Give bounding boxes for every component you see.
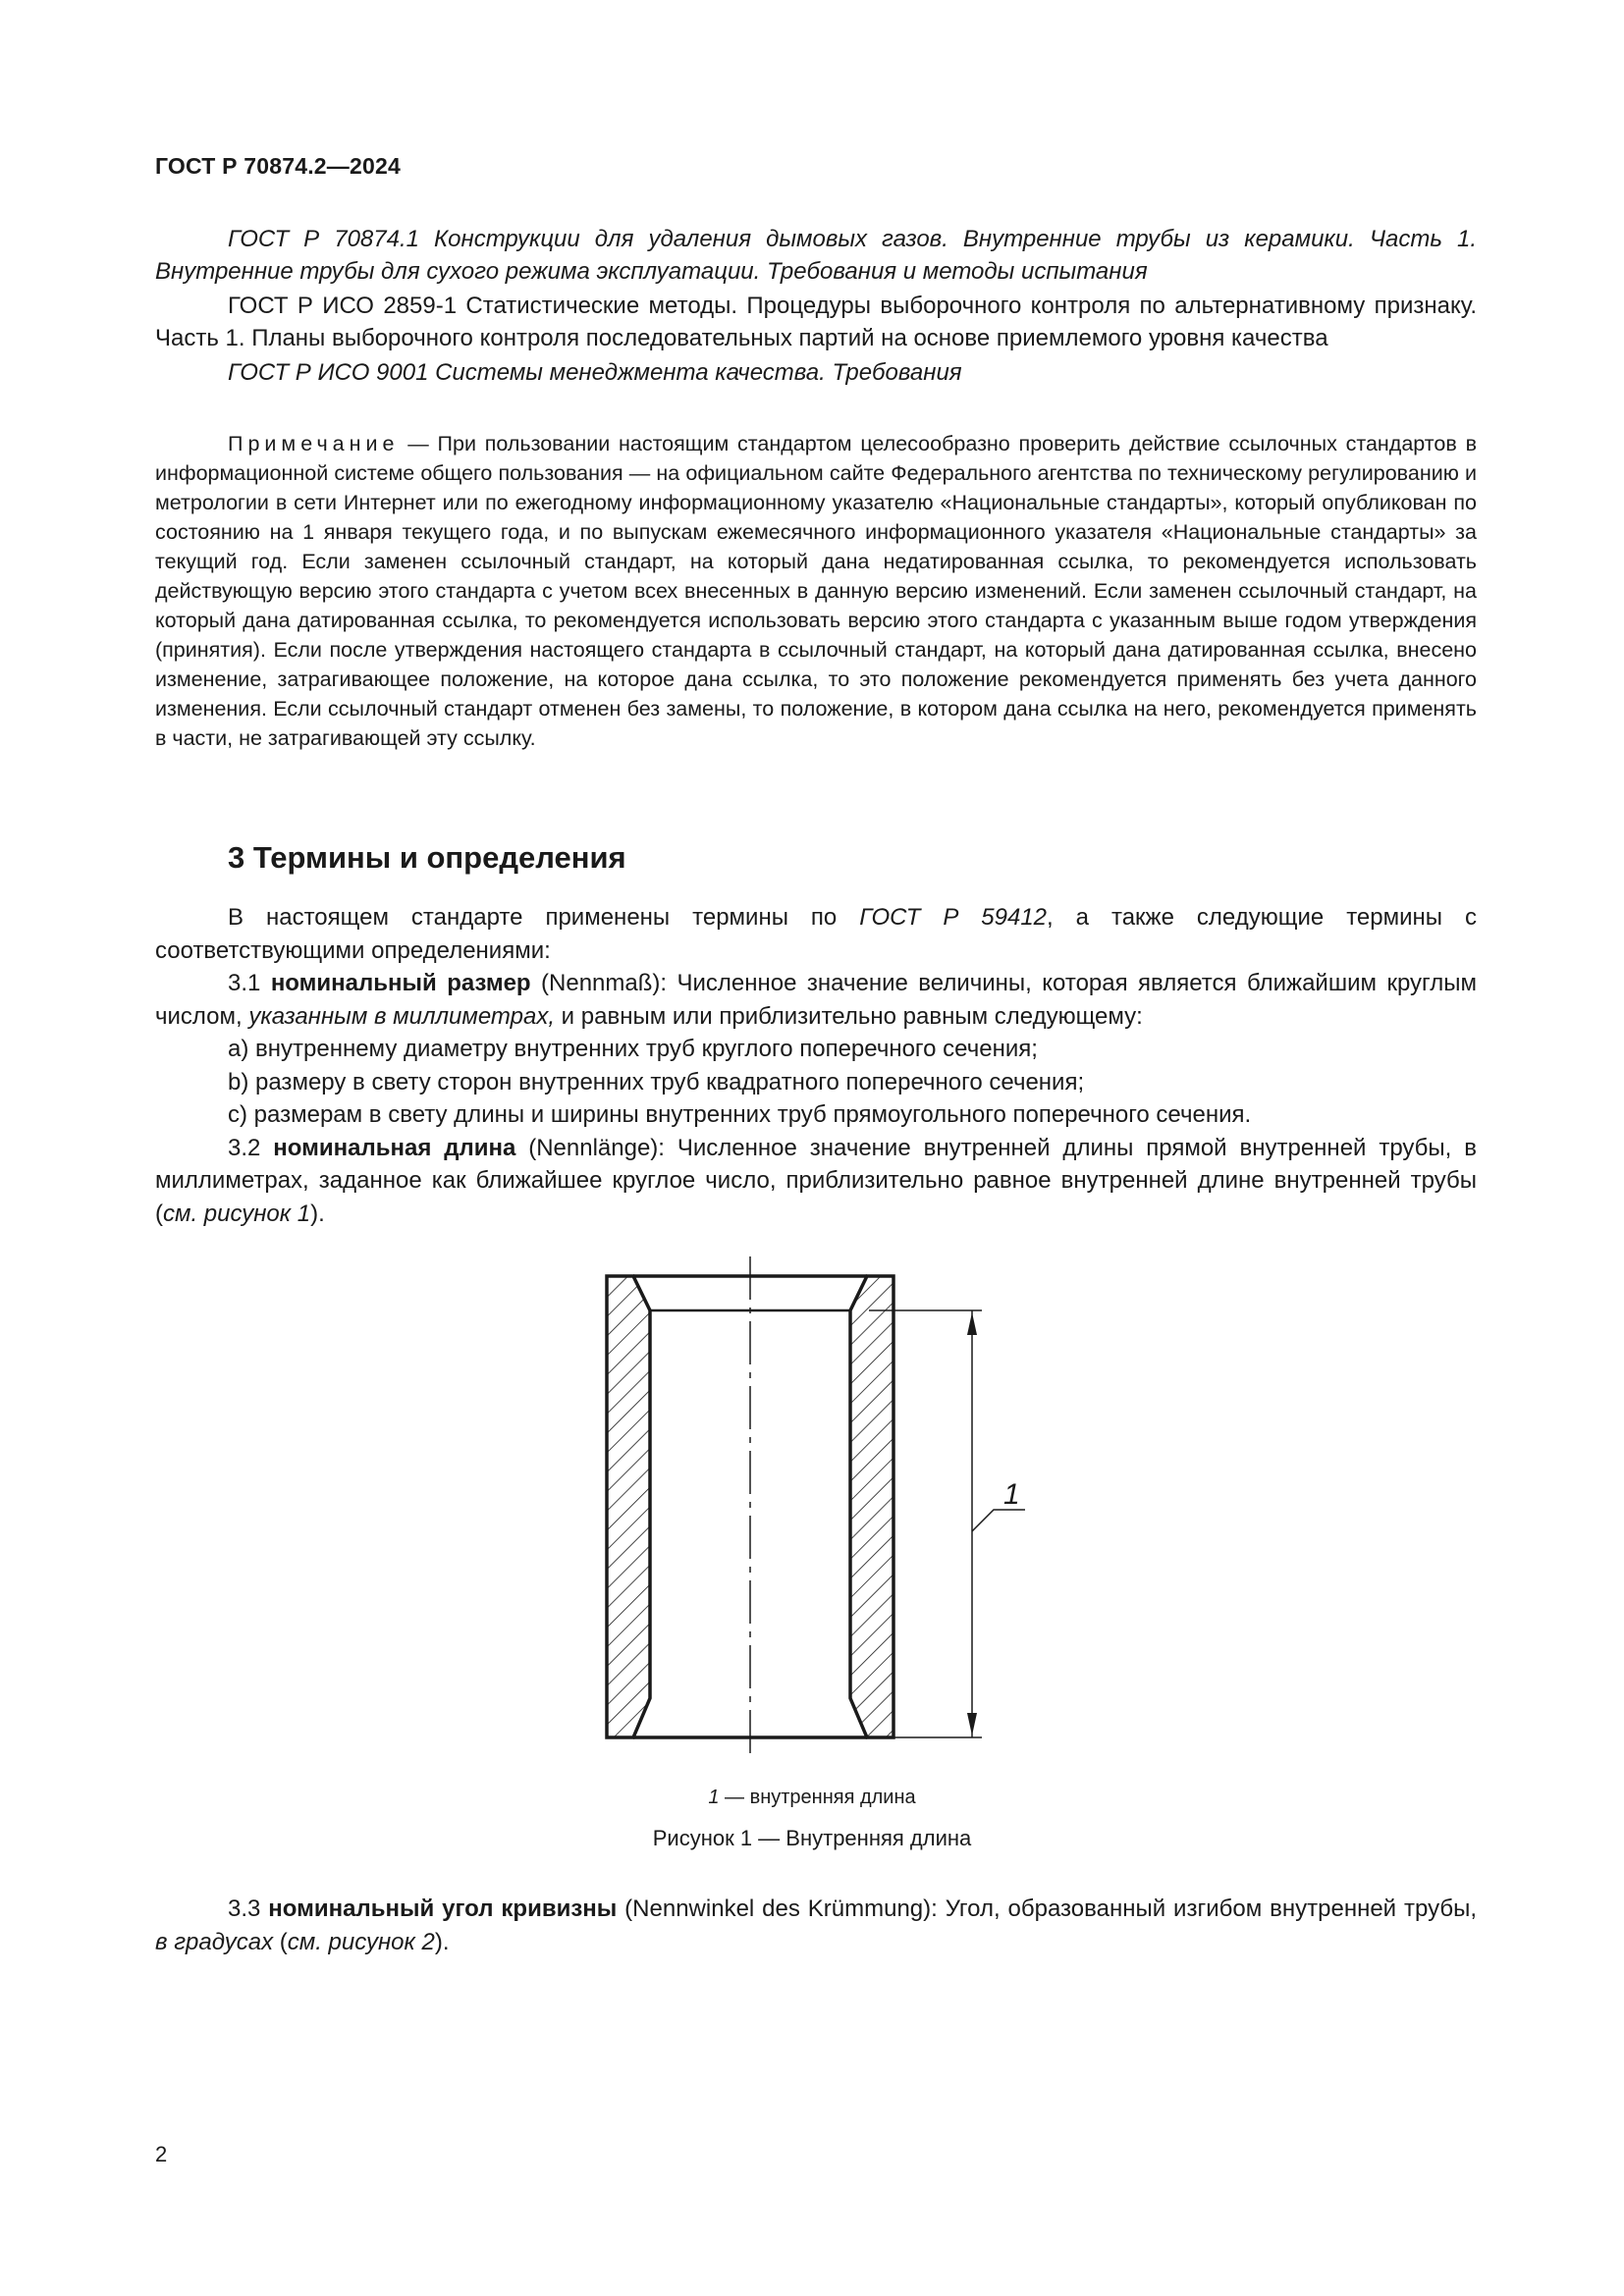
pipe-wall-right	[850, 1276, 893, 1737]
section-body	[155, 901, 1477, 1230]
list-item: c) размерам в свету длины и ширины внутренних труб прямоугольного поперечного сечения.	[228, 1101, 1252, 1128]
section-intro: В настоящем стандарте применены термины по ГОСТ Р 59412, а также следующие термины с соответствующими определениями:	[155, 904, 1477, 964]
figure-legend: 1 — внутренняя длина	[708, 1787, 916, 1808]
reference-item: ГОСТ Р 70874.1 Конструкции для удаления дымовых газов. Внутренние трубы из керамики. Часть 1. Внутренние трубы для сухого режима эксплуатации. Требования и методы испытания	[155, 226, 1477, 285]
page-number: 2	[155, 2142, 168, 2166]
reference-item: ГОСТ Р ИСО 9001 Системы менеджмента качества. Требования	[228, 359, 962, 386]
term-3-3: 3.3 номинальный угол кривизны (Nennwinkel des Krümmung): Угол, образованный изгибом внутренней трубы, в градусах (см. рисунок 2).	[155, 1896, 1478, 1955]
section-body-continued	[155, 1893, 1477, 1958]
figure-1-pipe-drawing	[550, 1256, 1080, 1767]
term-3-1: 3.1 номинальный размер (Nennmaß): Численное значение величины, которая является ближайшим круглым числом, указанным в миллиметрах, и равным или приблизительно равным следующему:	[155, 970, 1478, 1030]
normative-references	[155, 223, 1477, 391]
figure-caption: Рисунок 1 — Внутренняя длина	[652, 1826, 972, 1850]
list-item: b) размеру в свету сторон внутренних труб квадратного поперечного сечения;	[228, 1068, 1085, 1095]
standard-header: ГОСТ Р 70874.2—2024	[155, 153, 401, 179]
reference-item: ГОСТ Р ИСО 2859-1 Статистические методы. Процедуры выборочного контроля по альтернативному признаку. Часть 1. Планы выборочного контроля последовательных партий на основе приемлемого уровня качества	[155, 293, 1477, 351]
term-3-2: 3.2 номинальная длина (Nennlänge): Численное значение внутренней длины прямой внутренней трубы, в миллиметрах, заданное как ближайшее круглое число, приблизительно равное внутренней длине внутренней трубы (см. рисунок 1).	[155, 1134, 1478, 1227]
note-text: — При пользовании настоящим стандартом целесообразно проверить действие ссылочных стандартов в информационной системе общего пользования — на официальном сайте Федерального агентства по техническому регулированию и метрологии в сети Интернет или по ежегодному информационному указателю «Национальные стандарты», который опубликован по состоянию на 1 января текущего года, и по выпускам ежемесячного информационного указателя «Национальные стандарты» за текущий год. Если заменен ссылочный стандарт, на который дана недатированная ссылка, то рекомендуется использовать действующую версию этого стандарта с учетом всех внесенных в данную версию изменений. Если заменен ссылочный стандарт, на который дана датированная ссылка, то рекомендуется использовать версию этого стандарта с указанным выше годом утверждения (принятия). Если после утверждения настоящего стандарта в ссылочный стандарт, на который дана датированная ссылка, внесено изменение, затрагивающее положение, на которое дана ссылка, то это положение рекомендуется применять без учета данного изменения. Если ссылочный стандарт отменен без замены, то положение, в котором дана ссылка на него, рекомендуется применять в части, не затрагивающей эту ссылку.	[155, 432, 1477, 750]
term-name: номинальный угол кривизны	[268, 1896, 618, 1922]
section-title: 3 Термины и определения	[228, 840, 626, 875]
note-paragraph	[155, 429, 1477, 753]
note-label: Примечание	[228, 432, 400, 455]
callout-label: 1	[1003, 1478, 1020, 1511]
term-name: номинальная длина	[273, 1134, 516, 1161]
term-name: номинальный размер	[270, 970, 531, 996]
pipe-wall-left	[607, 1276, 650, 1737]
reference-link: ГОСТ Р 59412	[859, 904, 1048, 931]
list-item: a) внутреннему диаметру внутренних труб круглого поперечного сечения;	[228, 1036, 1038, 1062]
